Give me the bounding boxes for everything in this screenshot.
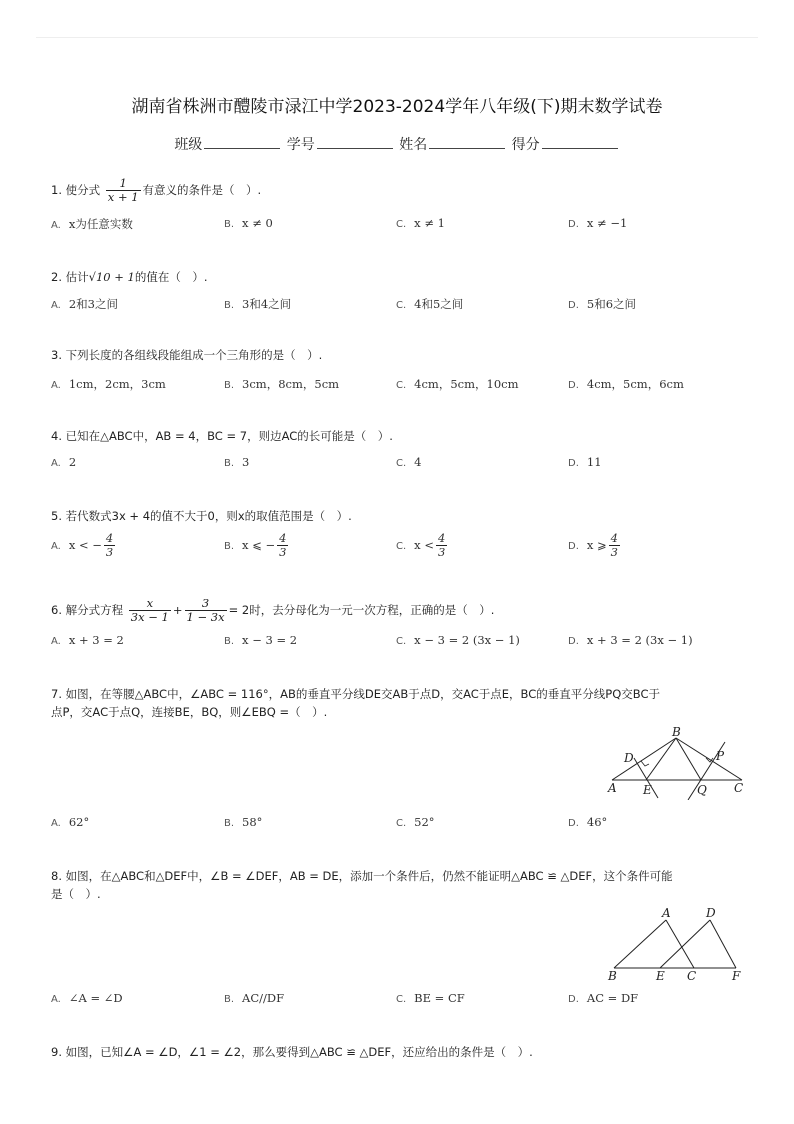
option-a [51,376,166,392]
option-value: x为任意实数 [68,217,133,231]
denominator: 3 [105,545,114,559]
line-BC [676,738,742,780]
question-text: 解分式方程 [65,603,124,617]
question-text: 有意义的条件是（ ）. [142,183,262,197]
option-a [51,815,89,829]
option-label: C. [396,994,407,1005]
question-number: 3. [51,348,62,362]
option-value: x + 3 = 2 (3x − 1) [586,633,693,647]
option-a [51,633,124,647]
option-value: x ≠ 1 [414,216,445,230]
fraction [609,532,620,559]
question-text: 估计 [65,270,89,284]
option-value: x + 3 = 2 [68,633,124,647]
class-blank [204,135,280,149]
option-c [396,991,465,1005]
line-BE [646,738,676,780]
option-value: x ≠ −1 [586,216,628,230]
student-info-line [0,134,794,154]
question-6 [51,597,494,624]
question-text: 使分式 [65,183,101,197]
option-label: B. [224,458,235,469]
option-value: 4cm，5cm，10cm [414,377,519,391]
option-b [224,455,249,469]
numerator: 4 [105,531,114,545]
question-number: 7. [51,687,62,701]
option-label: C. [396,541,407,552]
line-BQ [676,738,701,780]
option-value: 3cm，8cm，5cm [242,377,340,391]
question-number: 2. [51,270,62,284]
option-b [224,991,284,1005]
option-b [224,376,339,392]
numerator: 1 [106,177,141,191]
option-label: A. [51,380,61,391]
option-b [224,296,291,312]
question-text: 是（ ）. [51,887,101,901]
option-value: BE = CF [414,991,465,1005]
option-c [396,376,518,392]
option-label: D. [568,219,579,230]
option-value: x < − [68,538,102,552]
option-label: A. [51,541,61,552]
numerator: 4 [610,531,618,545]
label-E: E [656,969,665,983]
name-blank [429,135,505,149]
denominator: 3x − 1 [130,610,169,624]
option-label: A. [51,458,61,469]
label-Q: Q [697,783,707,797]
option-value: 2和3之间 [68,297,118,311]
option-c [396,455,422,469]
option-d [568,216,627,230]
option-label: B. [224,636,235,647]
option-b [224,815,262,829]
option-c [396,815,435,829]
line-AC [666,920,694,968]
question-number: 9. [51,1045,62,1059]
option-label: D. [568,458,579,469]
name-label: 姓名 [399,137,428,153]
option-value: 5和6之间 [586,297,637,311]
label-C: C [687,969,697,983]
option-c [396,216,445,230]
option-value: x ≠ 0 [242,216,273,230]
label-P: P [716,749,725,763]
question-text: 如图，已知∠A = ∠D，∠1 = ∠2，那么要得到△ABC ≌ △DEF，还应给出的条件是（ ）. [65,1045,533,1059]
option-c [396,532,449,559]
option-label: D. [568,541,579,552]
question-line [51,685,660,703]
question-text: 下列长度的各组线段能组成一个三角形的是（ ）. [65,348,323,362]
option-label: B. [224,994,235,1005]
option-d [568,532,622,559]
option-d [568,455,602,469]
exam-title: 湖南省株洲市醴陵市渌江中学2023-2024学年八年级(下)期末数学试卷 [131,97,663,117]
label-D: D [706,906,716,920]
fraction [185,597,227,624]
option-label: D. [568,636,579,647]
option-value: 4 [414,455,422,469]
option-value: x ⩽ − [242,538,276,552]
question-2 [51,268,208,286]
question-text: 若代数式3x + 4的值不大于0，则x的取值范围是（ ）. [65,509,352,523]
option-label: D. [568,818,579,829]
option-a [51,296,118,312]
question-text: 的值在（ ）. [134,270,208,284]
label-C: C [734,781,744,795]
fraction [106,177,141,204]
question-line [51,867,673,885]
option-label: C. [396,636,407,647]
option-label: B. [224,380,235,391]
math-expression: √10 + 1 [88,270,135,284]
line-ED [660,920,710,968]
question-text: 如图，在△ABC和△DEF中，∠B = ∠DEF，AB = DE，添加一个条件后，仍然不能证明△ABC ≌ △DEF，这个条件可能 [65,869,673,883]
option-value: 4cm，5cm，6cm [586,377,684,391]
label-A: A [662,906,671,920]
option-value: 62° [68,815,90,829]
score-label: 得分 [511,137,540,153]
option-a [51,216,133,232]
question-number: 6. [51,603,62,617]
option-d [568,376,684,392]
option-d [568,991,638,1005]
option-value: AC//DF [242,991,285,1005]
option-b [224,633,297,647]
label-B: B [672,725,681,739]
header-rule [36,37,758,38]
option-value: 58° [242,815,263,829]
numerator: 4 [279,531,287,545]
denominator: 1 − 3x [186,610,225,624]
option-label: C. [396,219,407,230]
score-blank [542,135,618,149]
option-value: 52° [414,815,435,829]
line-DF [710,920,736,968]
option-label: A. [51,300,61,311]
option-c [396,633,520,647]
label-D: D [624,751,634,765]
option-b [224,532,290,559]
option-value: x ⩾ [586,538,607,552]
denominator: 3 [279,545,287,559]
question-number: 4. [51,429,62,443]
fraction [129,597,171,624]
question-number: 5. [51,509,62,523]
denominator: 3 [437,545,446,559]
figure-q7 [600,724,750,800]
plus-sign: + [172,603,183,617]
label-E: E [643,783,652,797]
number-blank [317,135,393,149]
numerator: 4 [437,531,446,545]
question-number: 8. [51,869,62,883]
question-text: 点P，交AC于点Q，连接BE，BQ，则∠EBQ =（ ）. [51,705,328,719]
option-value: x < [414,538,434,552]
label-A: A [608,781,617,795]
fraction [277,532,288,559]
denominator: x + 1 [107,190,139,204]
option-value: 2 [68,455,77,469]
option-d [568,296,636,312]
option-value: x − 3 = 2 (3x − 1) [414,633,520,647]
fraction [436,532,447,559]
option-value: 1cm，2cm，3cm [68,377,166,391]
option-value: x − 3 = 2 [242,633,298,647]
option-label: C. [396,818,407,829]
option-value: ∠A = ∠D [68,991,123,1005]
class-label: 班级 [174,137,203,153]
question-4 [51,427,393,445]
question-text: 已知在△ABC中，AB = 4，BC = 7，则边AC的长可能是（ ）. [65,429,393,443]
denominator: 3 [610,545,618,559]
option-value: 46° [586,815,608,829]
question-text: = 2时，去分母化为一元一次方程，正确的是（ ）. [228,603,495,617]
option-c [396,296,463,312]
fraction [104,532,115,559]
option-label: B. [224,219,235,230]
option-label: C. [396,300,407,311]
option-d [568,815,607,829]
option-label: A. [51,220,61,231]
line-BA [614,920,666,968]
option-a [51,455,76,469]
figure-q8 [600,904,750,984]
question-text: 如图，在等腰△ABC中，∠ABC = 116°，AB的垂直平分线DE交AB于点D，交AC于点E，BC的垂直平分线PQ交BC于 [65,687,660,701]
option-label: D. [568,300,579,311]
option-label: A. [51,994,61,1005]
option-label: A. [51,818,61,829]
option-a [51,532,117,559]
option-value: 3和4之间 [242,297,292,311]
question-number: 1. [51,183,62,197]
numerator: x [129,597,171,611]
number-label: 学号 [286,137,315,153]
numerator: 3 [185,597,227,611]
option-label: B. [224,300,235,311]
question-7 [51,685,660,721]
option-a [51,991,123,1005]
option-b [224,216,273,230]
question-8 [51,867,673,903]
option-label: A. [51,636,61,647]
question-9 [51,1043,533,1061]
option-label: D. [568,380,579,391]
option-label: C. [396,380,407,391]
option-label: D. [568,994,579,1005]
label-F: F [732,969,741,983]
option-value: AC = DF [586,991,639,1005]
option-label: C. [396,458,407,469]
option-value: 11 [586,455,602,469]
option-value: 3 [242,455,250,469]
label-B: B [608,969,617,983]
option-value: 4和5之间 [414,297,464,311]
option-label: B. [224,541,235,552]
right-angle-D [641,761,649,766]
question-1 [51,177,261,204]
option-label: B. [224,818,235,829]
question-5 [51,507,352,525]
question-3 [51,346,322,364]
option-d [568,633,693,647]
